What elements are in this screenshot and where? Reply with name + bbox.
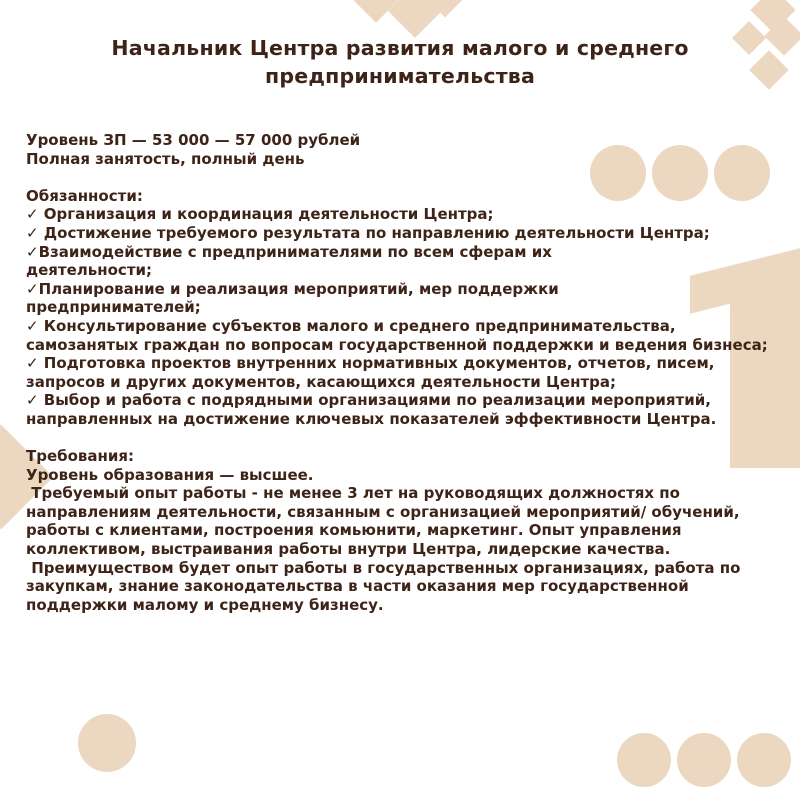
duty-item: ✓ Достижение требуемого результата по направлению деятельности Центра; — [26, 223, 710, 242]
duties-heading: Обязанности: — [26, 186, 143, 205]
requirement-item: Преимуществом будет опыт работы в государственных организациях, работа по закупкам, знание законодательства в части оказания мер государственной поддержки малому и среднему бизнесу. — [26, 558, 746, 614]
duty-item: ✓ Выбор и работа с подрядными организациями по реализации мероприятий, направленных на достижение ключевых показателей эффективности Центра. — [26, 391, 717, 428]
duty-item: ✓Планирование и реализация мероприятий, мер поддержки предпринимателей; — [26, 279, 559, 317]
decor-circle-bottom-2 — [677, 733, 731, 787]
duty-item: ✓ Подготовка проектов внутренних нормативных документов, отчетов, писем, запросов и других документов, касающихся деятельности Центра; — [26, 354, 715, 391]
decor-circle-bottom-3 — [737, 733, 791, 787]
spacer — [26, 429, 786, 448]
requirement-item: Уровень образования — высшее. — [26, 465, 314, 484]
spacer — [26, 168, 786, 187]
vacancy-content — [26, 131, 786, 614]
requirement-item: Требуемый опыт работы - не менее 3 лет на руководящих должностях по направлениям деятельности, связанным с организацией мероприятий/ обучений, работы с клиентами, построения комьюнити, маркетинг. Опыт управления коллективом, выстраивания работы внутри Центра, лидерские качества. — [26, 484, 745, 559]
duty-item: ✓Взаимодействие с предпринимателями по всем сферам их деятельности; — [26, 242, 552, 280]
salary-line: Уровень ЗП — 53 000 — 57 000 рублей — [26, 131, 361, 149]
requirements-heading: Требования: — [26, 447, 135, 466]
decor-circle-bottom-1 — [617, 733, 671, 787]
employment-line: Полная занятость, полный день — [26, 149, 305, 168]
duty-item: ✓ Организация и координация деятельности Центра; — [26, 205, 494, 224]
duty-item: ✓ Консультирование субъектов малого и среднего предпринимательства, самозанятых граждан по вопросам государственной поддержки и ведения бизнеса; — [26, 316, 768, 354]
decor-circle-bottom-left — [78, 714, 136, 772]
page-title: Начальник Центра развития малого и среднего предпринимательства — [111, 36, 689, 88]
